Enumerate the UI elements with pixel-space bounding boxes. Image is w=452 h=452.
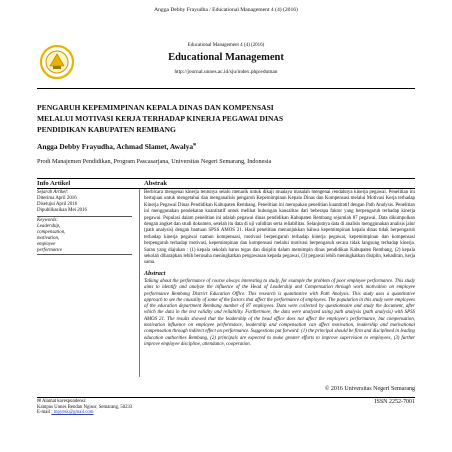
keyword: Leadership,: [37, 224, 61, 229]
journal-masthead: [37, 41, 415, 89]
authors-text: Angga Debby Frayudha, Achmad Slamet, Awalya: [37, 142, 194, 151]
keywords-block: [37, 218, 132, 254]
journal-name: Educational Management: [168, 52, 284, 63]
keyword: performance: [37, 248, 62, 253]
correspondence-label: ✉ Alamat korespondensi:: [37, 399, 87, 404]
journal-volume: Educational Management 4 (4) (2016): [187, 43, 265, 48]
keyword: employee: [37, 242, 56, 247]
info-heading: Info Artikel: [37, 180, 71, 187]
correspondence-email: [37, 410, 132, 416]
article-title: [37, 102, 367, 135]
footer-divider: [37, 397, 415, 398]
title-line: MELALUI MOTIVASI KERJA TERHADAP KINERJA PEGAWAI DINAS: [37, 114, 284, 123]
abstract-heading: Abstrak: [144, 180, 168, 187]
correspondence: [37, 399, 132, 416]
keyword: motivation,: [37, 236, 60, 241]
divider: [37, 216, 132, 217]
approved-date: Disetujui April 2016: [37, 202, 78, 207]
running-header: Angga Debby Frayudha / Educational Management 4 (4) (2016): [154, 7, 298, 13]
journal-url[interactable]: http://journal.unnes.ac.id/sju/index.php/eduman: [174, 69, 278, 75]
article-history: [37, 190, 132, 214]
keyword: compensation,: [37, 230, 66, 235]
received-date: Diterima April 2016: [37, 196, 77, 201]
keywords-label: Keywords:: [37, 218, 59, 223]
divider: [37, 188, 415, 189]
divider: [37, 254, 132, 255]
title-line: PENGARUH KEPEMIMPINAN KEPALA DINAS DAN KOMPENSASI: [37, 103, 274, 112]
email-label: E-mail: [37, 410, 51, 416]
author-list: [37, 142, 196, 151]
email-link[interactable]: : mpyesk@gmail.com: [51, 410, 94, 416]
abstract-english-heading: Abstract: [144, 270, 166, 277]
envelope-icon: ✉: [193, 142, 197, 147]
issn: ISSN 2252-7001: [374, 399, 415, 405]
history-label: Sejarah Artikel:: [37, 190, 69, 195]
copyright: © 2016 Universitas Negeri Semarang: [324, 386, 415, 392]
abstract-english: Talking about the performance of course always interesting to study, for example the problem of poor employee performance. This study aims to identify and analyze the influence of the Head of Leadership and Compensation through work motivation on employee performance Rembang District Education Office. This research is quantitative with Path Analysis. This study uses a quantitative approach to see the causality of some of the factors that affect the performance of employees. The population in this study were employees of the education department Rembang number of 87 employees. Data were collected by questionnaire and study the document, after which the data in the test validity and reliability. Furthermore, the data were analyzed using path analysis (path analysis) with SPSS AMOS 21. The results showed that the leadership of the head office does not affect the employee's performance, but compensation, motivation influence on employee performance, leadership and compensation can affect motivation, leadership and motivational compensation through indirect effect on performance. Suggestions put forward: (1) the principal should be firm and disciplined in leading education authorities Rembang, (2) principals are expected to make greater efforts to improve supervision to employees, (3) further improve employee discipline, attendance, cooperation.: [144, 279, 415, 347]
abstract-indonesian: Berbicara mengenai kinerja tentunya selalu menarik untuk dikaji mualaya masalah mengenai rendahnya kinerja pegawai. Penelitian ini bertujuan untuk mengetahui dan menganalisis pengaruh Kepemimpinan Kepala Dinas dan Kompensasi melalui Motivasi Kerja terhadap Kinerja Pegawai Dinas Pendidikan Kabupaten Rembang. Penelitian ini merupakan penelitian kuantitatif dengan Path Analysis. Penelitian ini menggunakan pendekatan kuantitatif untuk melihat hubungan kausalitas dari beberapa faktor yang berpengaruh terhadap kinerja pegawai. Populasi dalam penelitian ini adalah pegawai dinas pendidikan Kabupaten Rembang sejumlah 87 pegawai. Data dikumpulkan dengan angket dan studi dokumen, setelah itu data di uji validitas serta reliabilitas. Selanjutnya data di analisis menggunakan analisis jalur (path analysis) dengan bantuan SPSS AMOS 21. Hasil penelitian menunjukkan bahwa kepemimpinan kepala dinas tidak berpengaruh terhadap kinerja pegawai namun kompensasi, motivasi berpengaruh terhadap kinerja pegawai, kepemimpinan dan kompensasi berpengaruh terhadap motivasi, kepemimpinan dan kompensasi melalui motivasi berpengaruh secara tidak langsung terhadap kinerja. Saran yang diajukan : (1) kepala sekolah harus tegas dan disiplin dalam memimpin dinas pendidikan Kabupaten Rembang, (2) kepala sekolah diharapkan lebih berusaha meningkatkan pengawasan kepada pegawai, (3) pegawai lebih meningkatkan disiplin, kehadiran, kerja sama.: [144, 190, 415, 266]
title-line: PENDIDIKAN KABUPATEN REMBANG: [37, 125, 176, 134]
correspondence-address: Kampus Unnes Bendan Ngisor, Semarang, 50233: [37, 404, 133, 410]
divider: [37, 178, 415, 179]
affiliation: Prodi Manajemen Pendidikan, Program Pascasarjana, Universitas Negeri Semarang, Indonesia: [37, 158, 272, 165]
column-divider: [139, 189, 140, 377]
published-date: Dipublikasikan Mei 2016: [37, 208, 87, 213]
